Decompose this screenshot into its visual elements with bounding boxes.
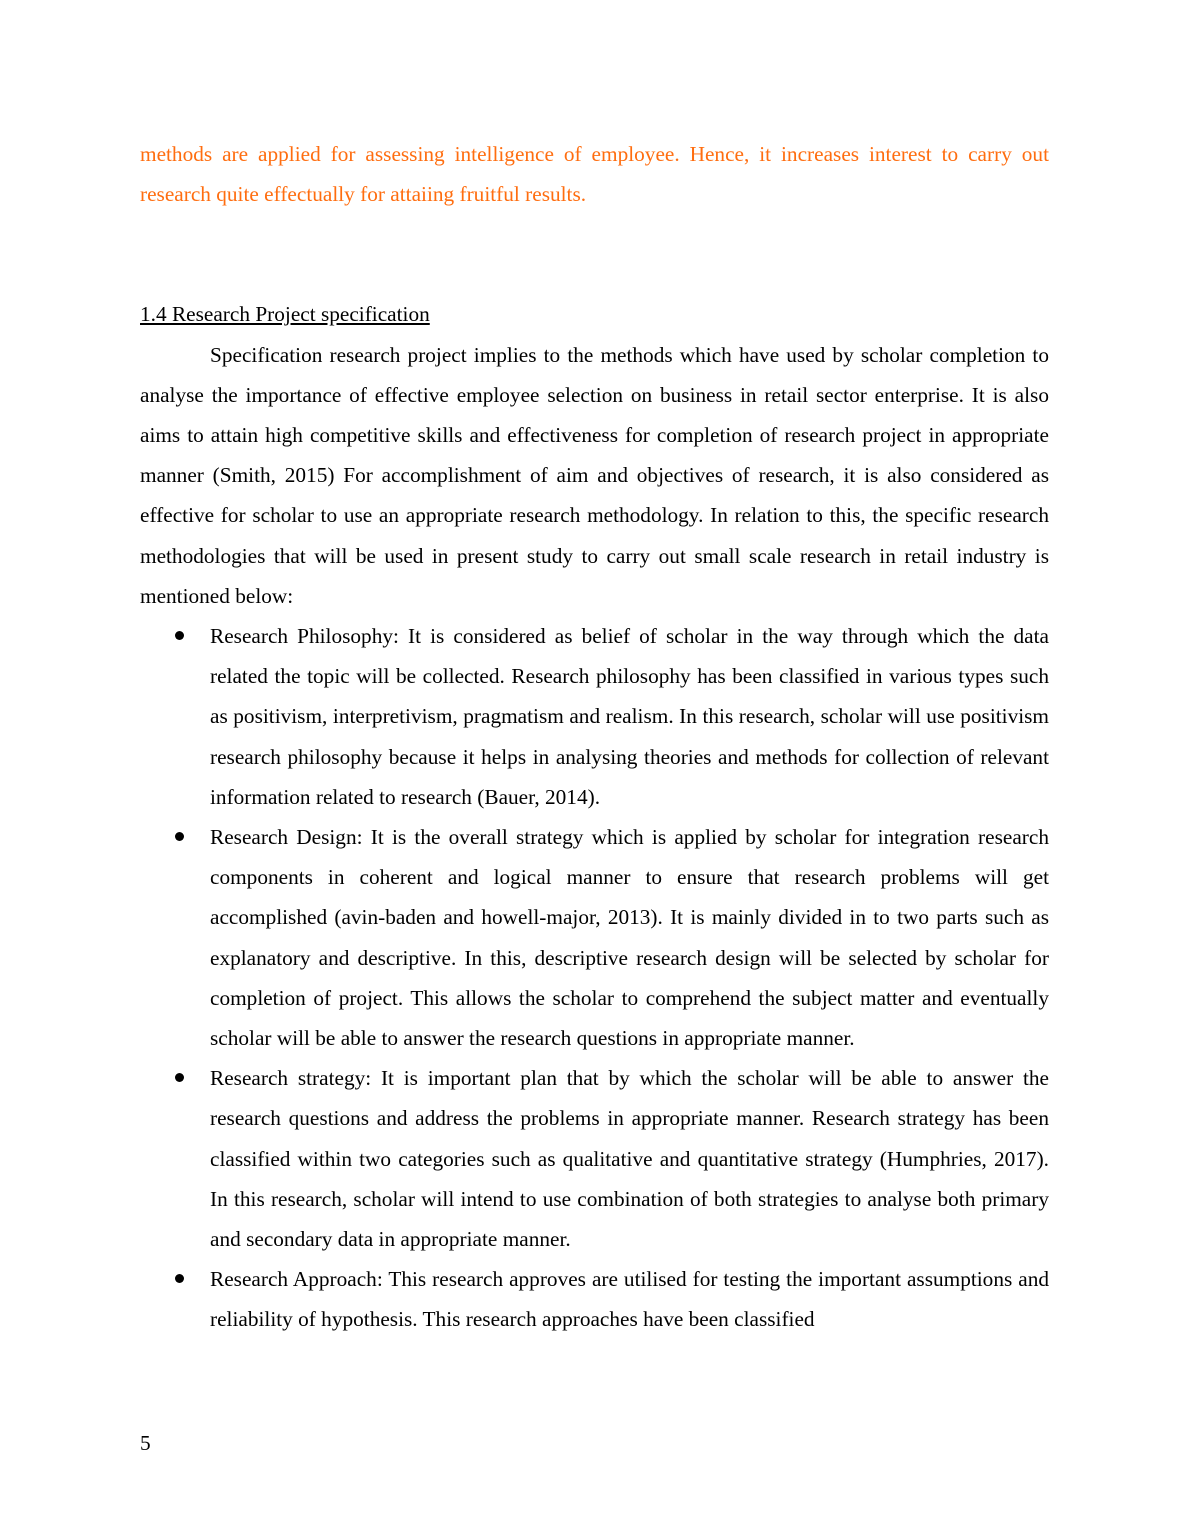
list-item-text: Research Approach: This research approves are utilised for testing the important assumptions and reliability of hypothesis. This research approaches have been classified — [210, 1267, 1049, 1332]
bullet-icon — [175, 1274, 184, 1283]
list-item — [140, 616, 1049, 817]
bullet-icon — [175, 631, 184, 640]
list-item — [140, 817, 1049, 1058]
bullet-icon — [175, 1073, 184, 1082]
intro-paragraph: methods are applied for assessing intelligence of employee. Hence, it increases interest to carry out research quite effectually for attaiing fruitful results. — [140, 142, 1049, 207]
section-heading: 1.4 Research Project specification — [140, 302, 430, 327]
list-item-text: Research strategy: It is important plan that by which the scholar will be able to answer the research questions and address the problems in appropriate manner. Research strategy has been classified within two categories such as qualitative and quantitative strategy (Humphries, 2017). In this research, scholar will intend to use combination of both strategies to analyse both primary and secondary data in appropriate manner. — [210, 1066, 1049, 1252]
page-number: 5 — [140, 1431, 151, 1455]
page-body — [140, 134, 1049, 1340]
list-item-text: Research Philosophy: It is considered as belief of scholar in the way through which the data related the topic will be collected. Research philosophy has been classified in various types such as positivism, interpretivism, pragmatism and realism. In this research, scholar will use positivism research philosophy because it helps in analysing theories and methods for collection of relevant information related to research (Bauer, 2014). — [210, 624, 1049, 809]
list-item — [140, 1259, 1049, 1339]
list-item-text: Research Design: It is the overall strategy which is applied by scholar for integration research components in coherent and logical manner to ensure that research problems will get accomplished (avin-baden and howell-major, 2013). It is mainly divided in to two parts such as explanatory and descriptive. In this, descriptive research design will be selected by scholar for completion of project. This allows the scholar to comprehend the subject matter and eventually scholar will be able to answer the research questions in appropriate manner. — [210, 825, 1049, 1051]
section-paragraph: Specification research project implies to the methods which have used by scholar completion to analyse the importance of effective employee selection on business in retail sector enterprise. It is also aims to attain high competitive skills and effectiveness for completion of research project in appropriate manner (Smith, 2015) For accomplishment of aim and objectives of research, it is also considered as effective for scholar to use an appropriate research methodology. In relation to this, the specific research methodologies that will be used in present study to carry out small scale research in retail industry is mentioned below: — [140, 342, 1049, 608]
list-item — [140, 1058, 1049, 1259]
methodology-list — [140, 616, 1049, 1340]
bullet-icon — [175, 832, 184, 841]
